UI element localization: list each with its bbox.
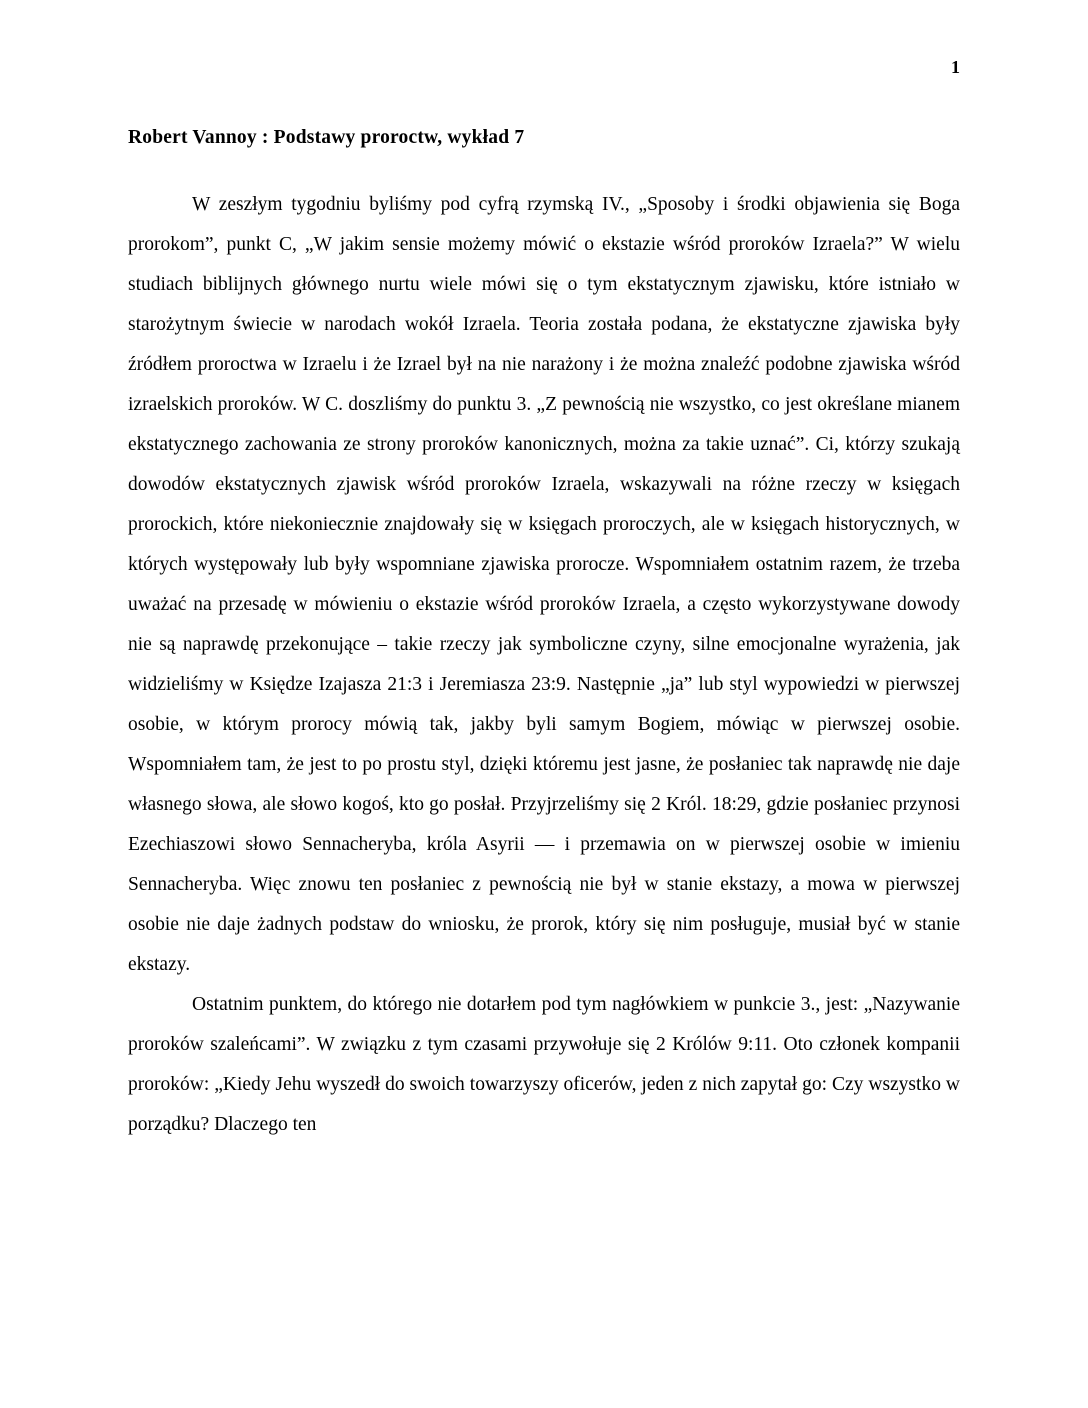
paragraph: W zeszłym tygodniu byliśmy pod cyfrą rzymską IV., „Sposoby i środki objawienia się Boga prorokom”, punkt C, „W jakim sensie możemy mówić o ekstazie wśród proroków Izraela?” W wielu studiach biblijnych głównego nurtu wiele mówi się o tym ekstatycznym zjawisku, które istniało w starożytnym świecie w narodach wokół Izraela. Teoria została podana, że ekstatyczne zjawiska były źródłem proroctwa w Izraelu i że Izrael był na nie narażony i że można znaleźć podobne zjawiska wśród izraelskich proroków. W C. doszliśmy do punktu 3. „Z pewnością nie wszystko, co jest określane mianem ekstatycznego zachowania ze strony proroków kanonicznych, można za takie uznać”. Ci, którzy szukają dowodów ekstatycznych zjawisk wśród proroków Izraela, wskazywali na różne rzeczy w księgach prorockich, które niekoniecznie znajdowały się w księgach proroczych, ale w księgach historycznych, w których występowały lub były wspomniane zjawiska prorocze. Wspomniałem ostatnim razem, że trzeba uważać na przesadę w mówieniu o ekstazie wśród proroków Izraela, a często wykorzystywane dowody nie są naprawdę przekonujące – takie rzeczy jak symboliczne czyny, silne emocjonalne wyrażenia, jak widzieliśmy w Księdze Izajasza 21:3 i Jeremiasza 23:9. Następnie „ja” lub styl wypowiedzi w pierwszej osobie, w którym prorocy mówią tak, jakby byli samym Bogiem, mówiąc w pierwszej osobie. Wspomniałem tam, że jest to po prostu styl, dzięki któremu jest jasne, że posłaniec tak naprawdę nie daje własnego słowa, ale słowo kogoś, kto go posłał. Przyjrzeliśmy się 2 Król. 18:29, gdzie posłaniec przynosi Ezechiaszowi słowo Sennacheryba, króla Asyrii — i przemawia on w pierwszej osobie w imieniu Sennacheryba. Więc znowu ten posłaniec z pewnością nie był w stanie ekstazy, a mowa w pierwszej osobie nie daje żadnych podstaw do wniosku, że prorok, który się nim posługuje, musiał być w stanie ekstazy. [128, 194, 960, 976]
paragraph: Ostatnim punktem, do którego nie dotarłem pod tym nagłówkiem w punkcie 3., jest: „Nazywanie proroków szaleńcami”. W związku z tym czasami przywołuje się 2 Królów 9:11. Oto członek kompanii proroków: „Kiedy Jehu wyszedł do swoich towarzyszy oficerów, jeden z nich zapytał go: Czy wszystko w porządku? Dlaczego ten [128, 994, 960, 1136]
page-number: 1 [951, 57, 960, 77]
document-body [128, 185, 960, 1145]
page-title: Robert Vannoy : Podstawy proroctw, wykład 7 [128, 127, 525, 148]
